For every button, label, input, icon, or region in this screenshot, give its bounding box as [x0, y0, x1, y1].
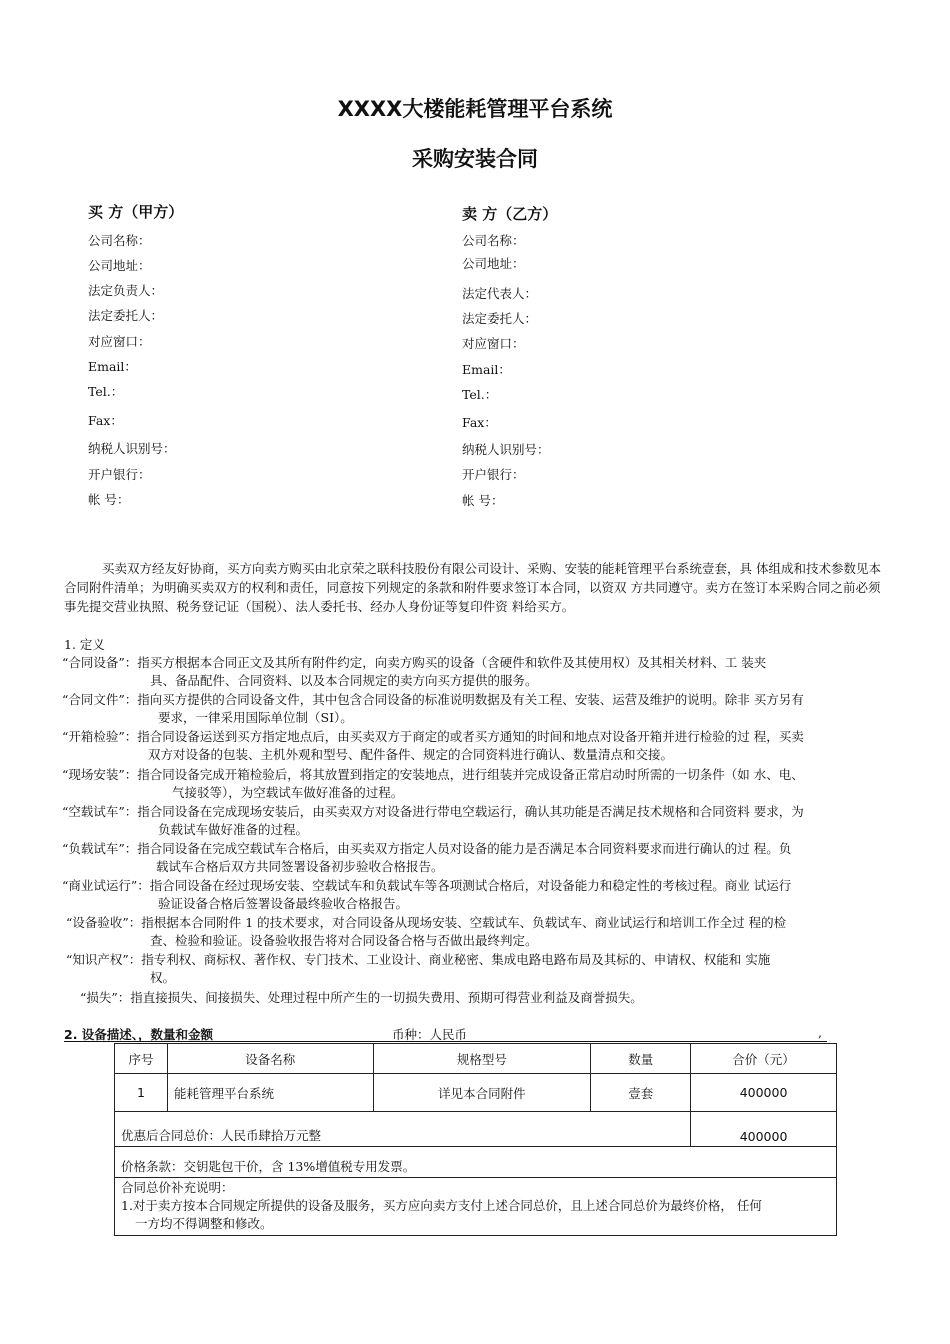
definition-losses: “损失”：指直接损失、间接损失、处理过程中所产生的一切损失费用、预期可得营业利益及商誉损失。 [80, 990, 643, 1005]
table-note-row [115, 1178, 837, 1236]
seller-legal-representative: 法定代表人： [462, 286, 538, 301]
header-quantity: 数量 [591, 1044, 691, 1074]
header-total-price: 合价（元） [691, 1044, 837, 1074]
definition-onsite-installation: “现场安装”：指合同设备完成开箱检验后，将其放置到指定的安装地点，进行组装并完成设备正常启动时所需的一切条件（如 水、电、 气接驳等），为空载试车做好准备的过程。 [62, 767, 804, 800]
definition-no-load-test: “空载试车”：指合同设备在完成现场安装后，由买卖双方对设备进行带电空载运行，确认其功能是否满足技术规格和合同资料 要求，为 负载试车做好准备的过程。 [62, 804, 804, 837]
buyer-contact-window: 对应窗口： [88, 334, 151, 349]
table-price-terms-row [115, 1147, 837, 1178]
definition-load-test: “负载试车”：指合同设备在完成空载试车合格后，由买卖双方指定人员对设备的能力是否满足本合同资料要求而进行确认的过 程。负 载试车合格后双方共同签署设备初步验收合格报告。 [62, 841, 792, 874]
seller-email: Email： [462, 362, 511, 377]
buyer-legal-agent: 法定委托人： [88, 308, 164, 323]
header-serial: 序号 [115, 1044, 168, 1074]
buyer-company-address: 公司地址： [88, 258, 151, 273]
buyer-heading: 买 方（甲方） [88, 203, 184, 221]
buyer-email: Email： [88, 359, 137, 374]
total-label: 优惠后合同总价：人民币肆拾万元整 [115, 1112, 691, 1147]
intro-paragraph: 买卖双方经友好协商，买方向卖方购买由北京荣之联科技股份有限公司设计、采购、安装的能耗管理平台系统壹套，具 体组成和技术参数见本合同附件清单；为明确买卖双方的权利和责任，同意按下列规定的条款和附件要求签订本合同，以资双 方共同遵守。卖方在签订本采购合同之前必须事先提交营业执照、税务登记证（国税）、法人委托书、经办人身份证等复印件资 料给买方。 [64, 561, 881, 614]
definition-contract-documents: “合同文件”：指向买方提供的合同设备文件，其中包含合同设备的标准说明数据及有关工程、安装、运营及维护的说明。除非 买方另有 要求，一律采用国际单位制（SI）。 [62, 692, 804, 725]
seller-account: 帐 号： [462, 493, 504, 508]
definition-commercial-trial: “商业试运行”：指合同设备在经过现场安装、空载试车和负载试车等各项测试合格后，对设备能力和稳定性的考核过程。商业 试运行 验证设备合格后签署设备最终验收合格报告。 [62, 878, 792, 911]
row-equipment-name: 能耗管理平台系统 [167, 1074, 373, 1112]
document-title: XXXX大楼能耗管理平台系统 [337, 97, 613, 121]
note-heading: 合同总价补充说明： [121, 1180, 234, 1195]
definition-unpacking-inspection: “开箱检验”：指合同设备运送到买方指定地点后，由买卖双方于商定的或者买方通知的时间和地点对设备开箱并进行检验的过 程，买卖 双方对设备的包装、主机外观和型号、配件备件、规定的合同资料进行确认、数量清点和交接。 [62, 729, 804, 762]
currency-label: 币种：人民币 [392, 1027, 468, 1042]
buyer-bank: 开户银行： [88, 467, 151, 482]
seller-tel: Tel.： [462, 387, 498, 402]
document-subtitle: 采购安装合同 [412, 147, 538, 171]
section2-underline [64, 1041, 827, 1042]
row-spec-model: 详见本合同附件 [373, 1074, 591, 1112]
equipment-table [114, 1043, 837, 1236]
table-header-row [115, 1044, 837, 1074]
seller-tax-id: 纳税人识别号： [462, 442, 550, 457]
definition-contract-equipment: “合同设备”：指买方根据本合同正文及其所有附件约定，向卖方购买的设备（含硬件和软件及其使用权）及其相关材料、工 装夹 具、备品配件、合同资料、以及本合同规定的卖方向买方提供的服务。 [62, 655, 767, 688]
seller-bank: 开户银行： [462, 467, 525, 482]
section2-heading: 2. 设备描述、，数量和金额 [64, 1027, 214, 1042]
definition-intellectual-property: “知识产权”：指专利权、商标权、著作权、专门技术、工业设计、商业秘密、集成电路电路布局及其标的、申请权、权能和 实施 权。 [66, 952, 771, 985]
table-total-row [115, 1112, 837, 1147]
seller-legal-agent: 法定委托人： [462, 311, 538, 326]
buyer-fax: Fax： [88, 413, 123, 428]
seller-fax: Fax： [462, 415, 497, 430]
price-note [115, 1178, 837, 1236]
row-quantity: 壹套 [591, 1074, 691, 1112]
buyer-tel: Tel.： [88, 384, 124, 399]
row-serial: 1 [115, 1074, 168, 1112]
price-terms: 价格条款：交钥匙包干价，含 13%增值税专用发票。 [115, 1147, 837, 1178]
row-total-price: 400000 [691, 1074, 837, 1112]
buyer-company-name: 公司名称： [88, 233, 151, 248]
buyer-tax-id: 纳税人识别号： [88, 441, 176, 456]
total-value: 400000 [691, 1112, 837, 1147]
note-line-1: 1.对于卖方按本合同规定所提供的设备及服务，买方应向卖方支付上述合同总价，且上述合同总价为最终价格， 任何 [121, 1198, 762, 1213]
seller-heading: 卖 方（乙方） [462, 205, 558, 223]
seller-contact-window: 对应窗口： [462, 336, 525, 351]
buyer-legal-representative: 法定负责人： [88, 283, 164, 298]
buyer-account: 帐 号： [88, 492, 130, 507]
definition-equipment-acceptance: “设备验收”：指根据本合同附件 1 的技术要求，对合同设备从现场安装、空载试车、负载试车、商业试运行和培训工作全过 程的检 查、检验和验证。设备验收报告将对合同设备合格与否做出最终判定。 [66, 915, 787, 948]
seller-company-address: 公司地址： [462, 256, 525, 271]
table-row [115, 1074, 837, 1112]
section1-heading: 1. 定义 [64, 637, 105, 652]
note-line-2: 一方均不得调整和修改。 [135, 1216, 273, 1231]
seller-company-name: 公司名称： [462, 233, 525, 248]
trailing-mark: , [818, 1025, 822, 1040]
header-equipment-name: 设备名称 [167, 1044, 373, 1074]
header-spec-model: 规格型号 [373, 1044, 591, 1074]
